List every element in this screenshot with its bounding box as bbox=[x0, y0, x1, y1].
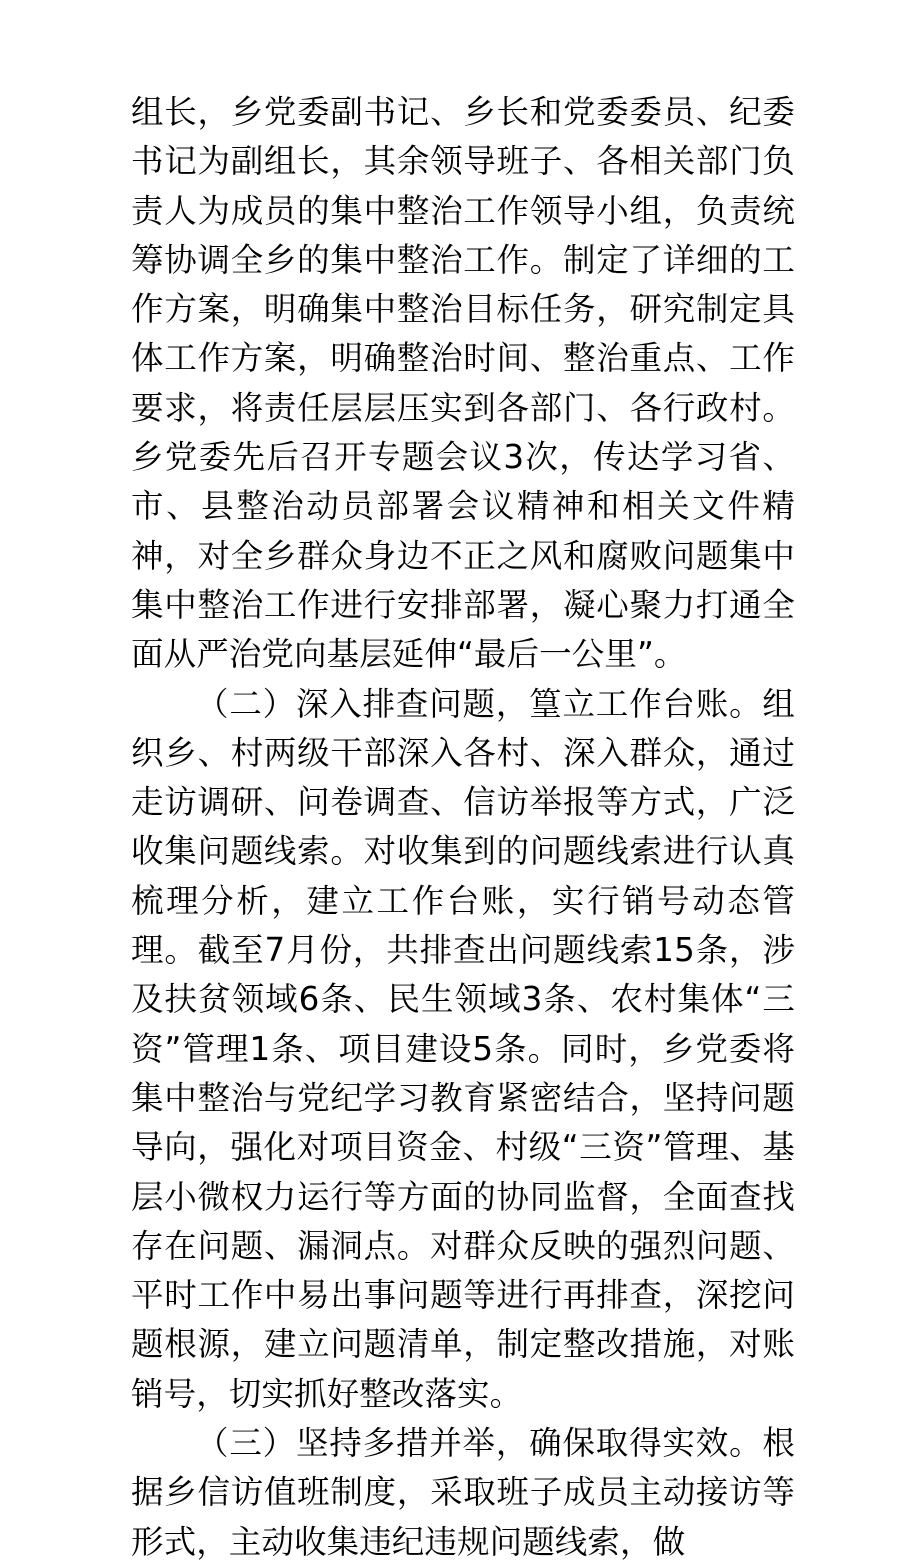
paragraph-section-two: （二）深入排查问题，篁立工作台账。组织乡、村两级干部深入各村、深入群众，通过走访调研、问卷调查、信访举报等方式，广泛收集问题线索。对收集到的问题线索进行认真梳理分析，建立工作台账，实行销号动态管理。截至7月份，共排查出问题线索15条，涉及扶贫领域6条、民生领域3条、农村集体“三资”管理1条、项目建设5条。同时，乡党委将集中整治与党纪学习教育紧密结合，坚持问题导向，强化对项目资金、村级“三资”管理、基层小微权力运行等方面的协同监督，全面查找存在问题、漏洞点。对群众反映的强烈问题、平时工作中易出事问题等进行再排查，深挖问题根源，建立问题清单，制定整改措施，对账销号，切实抓好整改落实。 bbox=[131, 684, 795, 1413]
document-body bbox=[131, 88, 795, 1567]
paragraph-section-three: （三）坚持多措并举，确保取得实效。根据乡信访值班制度，采取班子成员主动接访等形式，主动收集违纪违规问题线索，做 bbox=[131, 1424, 795, 1561]
paragraph-continuation: 组长，乡党委副书记、乡长和党委委员、纪委书记为副组长，其余领导班子、各相关部门负责人为成员的集中整治工作领导小组，负责统筹协调全乡的集中整治工作。制定了详细的工作方案，明确集中整治目标任务，研究制定具体工作方案，明确整治时间、整治重点、工作要求，将责任层层压实到各部门、各行政村。乡党委先后召开专题会议3次，传达学习省、市、县整治动员部署会议精神和相关文件精神，对全乡群众身边不正之风和腐败问题集中集中整治工作进行安排部署，凝心聚力打通全面从严治党向基层延伸“最后一公里”。 bbox=[131, 93, 795, 674]
